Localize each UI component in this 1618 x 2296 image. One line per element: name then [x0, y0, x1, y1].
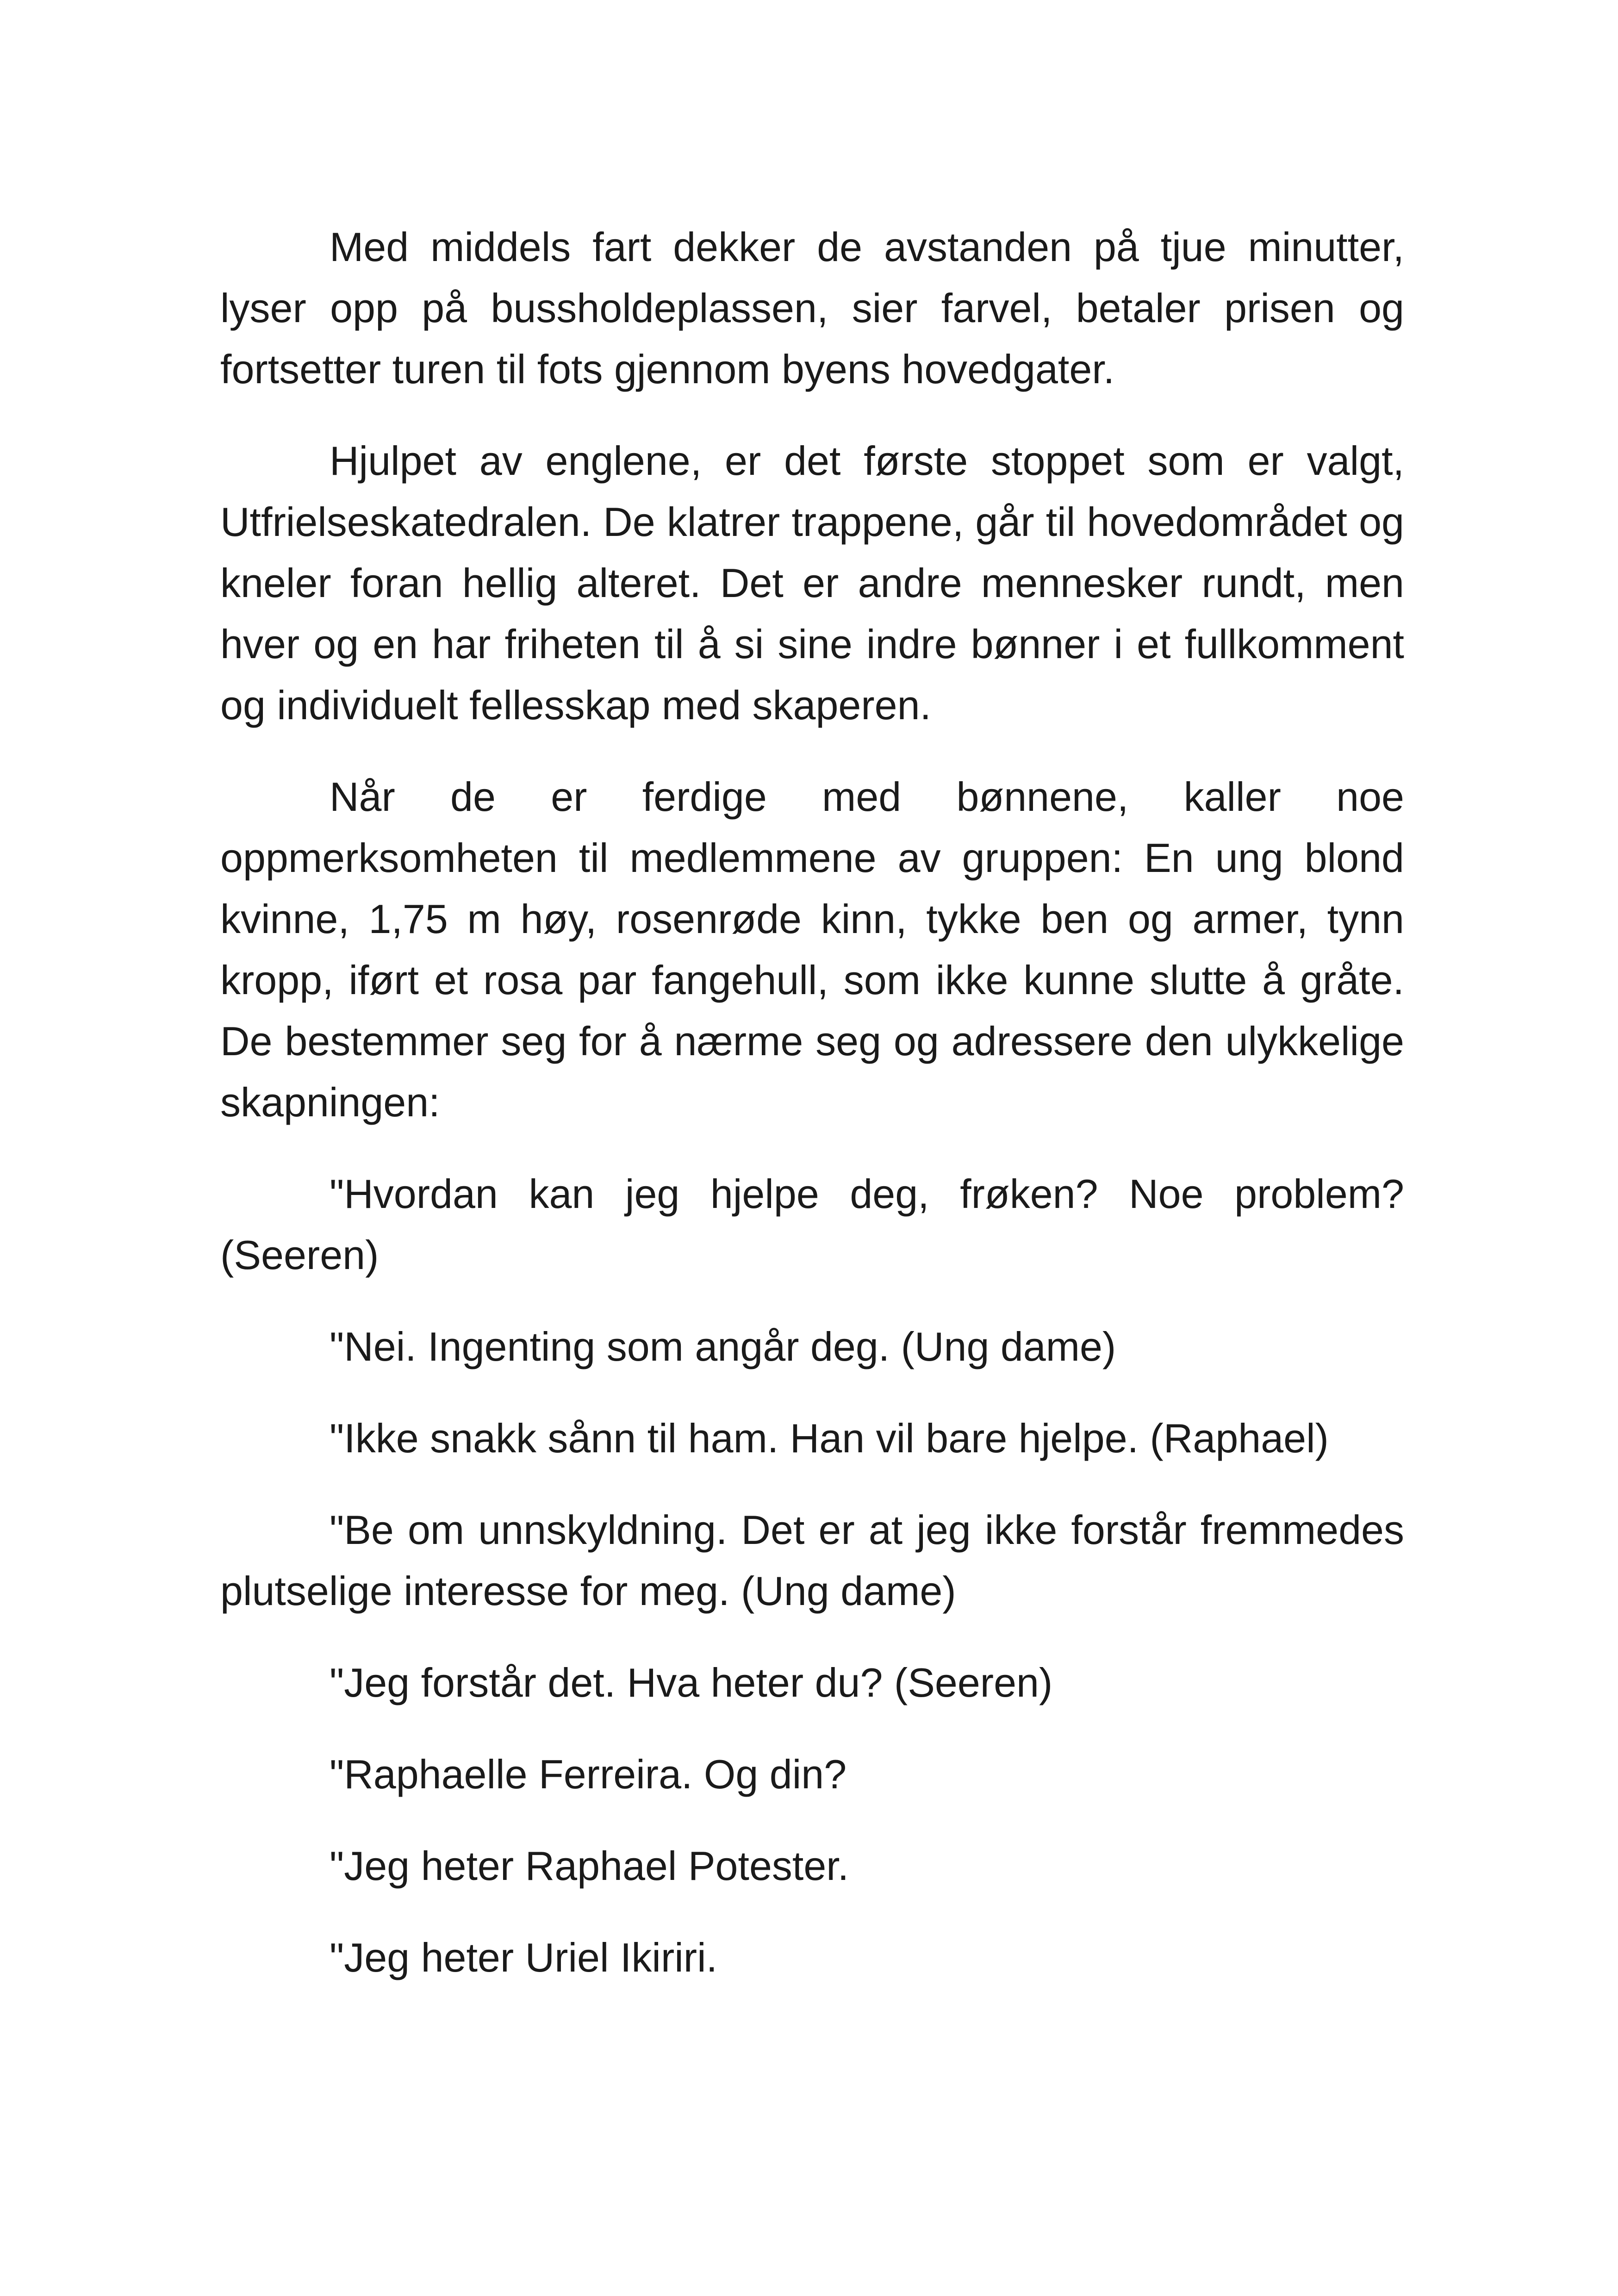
body-text: [220, 217, 1404, 2019]
dialogue-line: "Hvordan kan jeg hjelpe deg, frøken? Noe problem? (Seeren): [220, 1171, 1404, 1278]
dialogue-line: "Ikke snakk sånn til ham. Han vil bare hjelpe. (Raphael): [330, 1415, 1329, 1461]
dialogue-line: "Raphaelle Ferreira. Og din?: [330, 1751, 847, 1797]
dialogue-line: "Jeg forstår det. Hva heter du? (Seeren): [330, 1660, 1053, 1705]
paragraph-bus-journey: Med middels fart dekker de avstanden på tjue minutter, lyser opp på bussholdeplassen, sier farvel, betaler prisen og fortsetter turen til fots gjennom byens hovedgater.: [220, 224, 1404, 392]
dialogue-line: "Be om unnskyldning. Det er at jeg ikke forstår fremmedes plutselige interesse for meg. (Ung dame): [220, 1507, 1404, 1614]
paragraph-cathedral: Hjulpet av englene, er det første stoppet som er valgt, Utfrielseskatedralen. De klatrer trappene, går til hovedområdet og kneler foran hellig alteret. Det er andre mennesker rundt, men hver og en har friheten til å si sine indre bønner i et fullkomment og individuelt fellesskap med skaperen.: [220, 438, 1404, 728]
paragraph-young-woman: Når de er ferdige med bønnene, kaller noe oppmerksomheten til medlemmene av gruppen: En ung blond kvinne, 1,75 m høy, rosenrøde kinn, tykke ben og armer, tynn kropp, iført et rosa par fangehull, som ikke kunne slutte å gråte. De bestemmer seg for å nærme seg og adressere den ulykkelige skapningen:: [220, 774, 1404, 1125]
dialogue-line: "Jeg heter Uriel Ikiriri.: [330, 1935, 718, 1980]
dialogue-line: "Nei. Ingenting som angår deg. (Ung dame): [330, 1324, 1116, 1369]
dialogue-line: "Jeg heter Raphael Potester.: [330, 1843, 849, 1889]
